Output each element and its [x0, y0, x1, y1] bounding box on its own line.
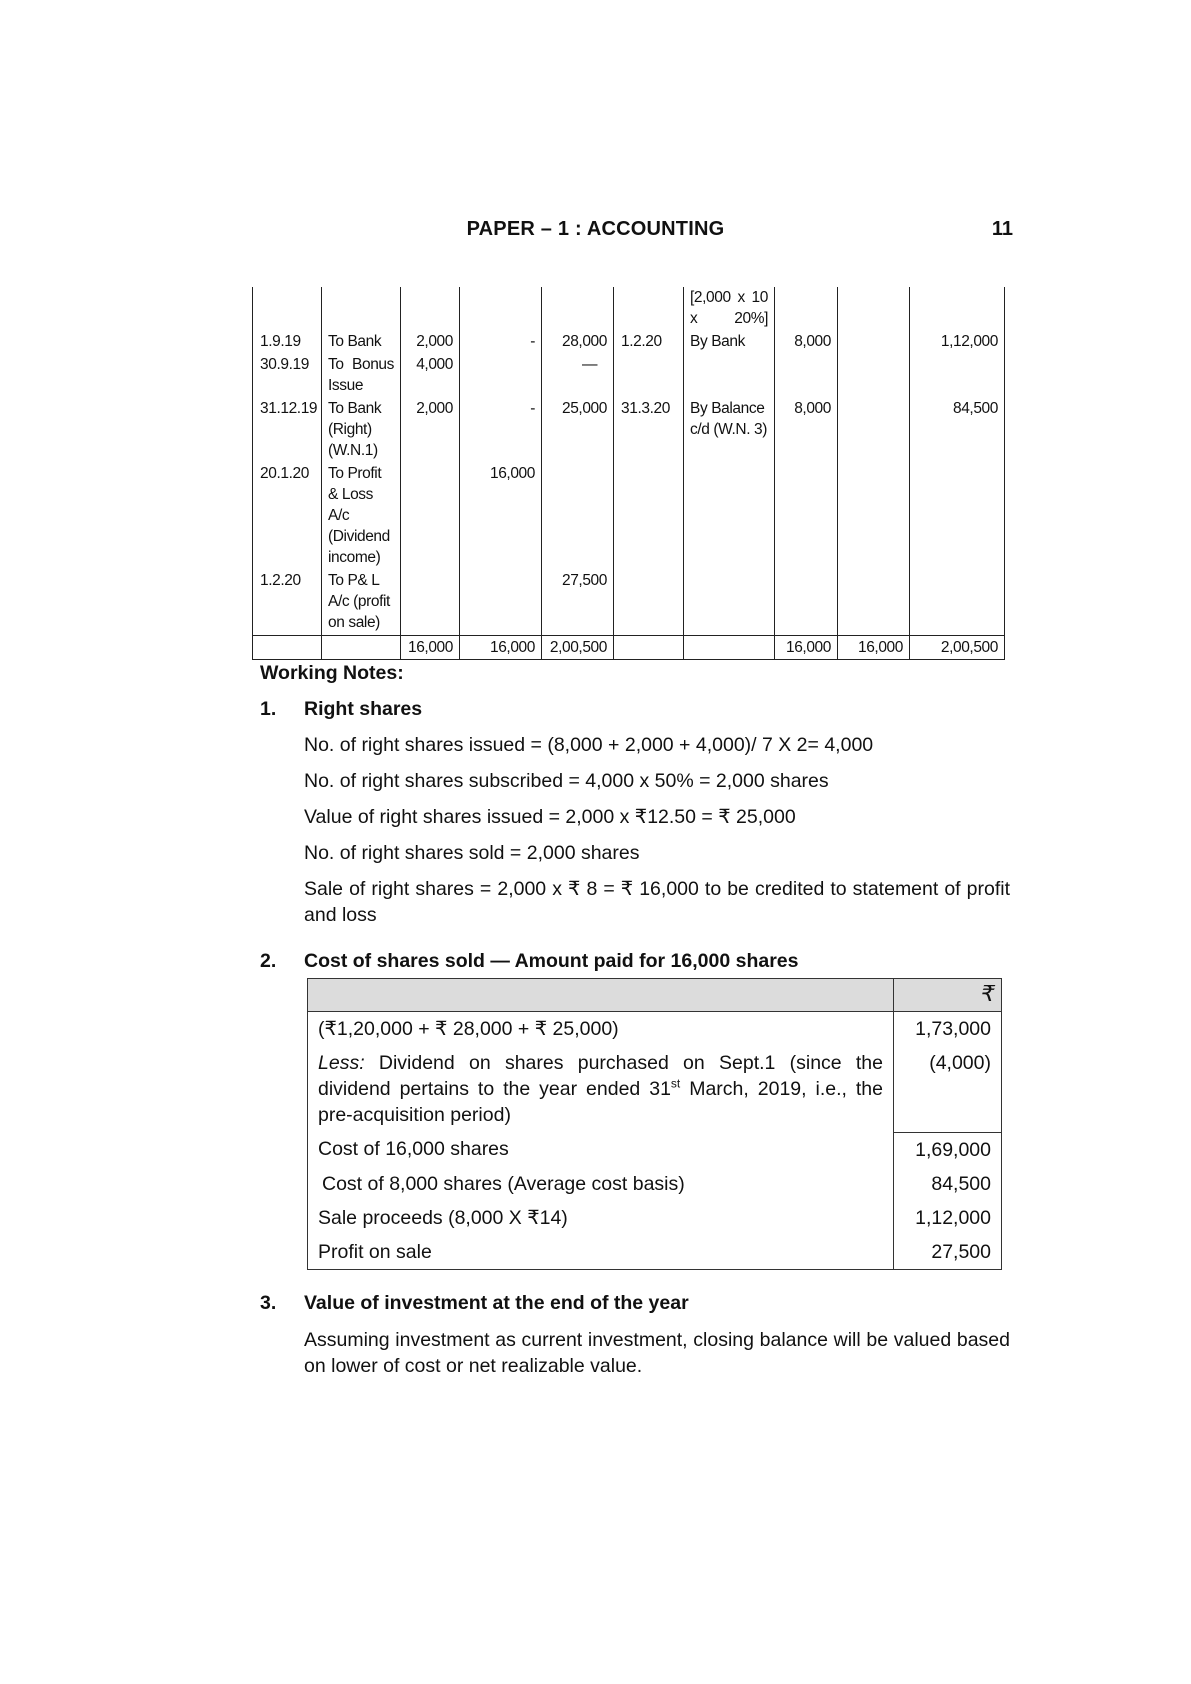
cost-header-blank	[308, 979, 894, 1012]
investment-ledger	[252, 287, 1004, 660]
dr-nominal-total: 16,000	[401, 636, 460, 660]
cr-nominal	[775, 287, 838, 331]
less-label: Less:	[318, 1052, 365, 1074]
ledger-totals-row	[253, 636, 1005, 660]
cr-cost	[910, 570, 1005, 636]
note-3-heading	[260, 1290, 689, 1316]
cost-row	[308, 1201, 1002, 1235]
dr-income	[460, 354, 542, 398]
cr-cost-total: 2,00,500	[910, 636, 1005, 660]
cr-cost	[910, 354, 1005, 398]
cr-cost	[910, 287, 1005, 331]
dr-income-total: 16,000	[460, 636, 542, 660]
dr-particulars: To Bank	[322, 331, 401, 354]
cr-nominal	[775, 570, 838, 636]
dr-cost	[542, 463, 614, 570]
dr-date: 1.2.20	[253, 570, 322, 636]
dr-cost: 27,500	[542, 570, 614, 636]
ledger-row	[253, 398, 1005, 463]
cr-particulars	[684, 570, 775, 636]
note-1-line: No. of right shares sold = 2,000 shares	[304, 842, 640, 864]
dr-particulars	[322, 287, 401, 331]
dr-income: 16,000	[460, 463, 542, 570]
less-text: Dividend on shares purchased on Sept.1 (since the dividend pertains to the year ended 31	[318, 1052, 883, 1100]
cost-row	[308, 1167, 1002, 1201]
cr-particulars	[684, 354, 775, 398]
cost-row-label: Cost of 16,000 shares	[308, 1132, 894, 1167]
note-2-title: Cost of shares sold — Amount paid for 16,000 shares	[304, 950, 799, 972]
cost-row	[308, 1132, 1002, 1167]
rupee-icon: ₹	[981, 981, 995, 1006]
cr-income	[838, 287, 910, 331]
paper-title: PAPER – 1 : ACCOUNTING	[466, 218, 725, 240]
tot-blank	[322, 636, 401, 660]
page-header	[0, 218, 1191, 244]
dr-nominal: 4,000	[401, 354, 460, 398]
cr-nominal	[775, 463, 838, 570]
note-1-number: 1.	[260, 698, 277, 720]
cost-row-label: (₹1,20,000 + ₹ 28,000 + ₹ 25,000)	[308, 1012, 894, 1047]
dr-particulars: To Bank (Right) (W.N.1)	[322, 398, 401, 463]
cr-date: 31.3.20	[614, 398, 684, 463]
dr-cost-total: 2,00,500	[542, 636, 614, 660]
ledger-table	[252, 287, 1005, 660]
cost-header-currency	[894, 979, 1002, 1012]
cr-income	[838, 463, 910, 570]
ledger-row	[253, 463, 1005, 570]
note-1-line: No. of right shares issued = (8,000 + 2,000 + 4,000)/ 7 X 2= 4,000	[304, 734, 874, 756]
ledger-row	[253, 570, 1005, 636]
tot-blank	[684, 636, 775, 660]
note-3-number: 3.	[260, 1292, 277, 1314]
dr-income: -	[460, 398, 542, 463]
dr-cost: —	[542, 354, 614, 398]
cr-date	[614, 570, 684, 636]
cr-particulars	[684, 463, 775, 570]
dr-cost: 28,000	[542, 331, 614, 354]
tot-blank	[253, 636, 322, 660]
dr-nominal	[401, 570, 460, 636]
ordinal-sup: st	[670, 1076, 681, 1091]
cr-income	[838, 570, 910, 636]
cr-nominal-total: 16,000	[775, 636, 838, 660]
ledger-row	[253, 354, 1005, 398]
ledger-row	[253, 331, 1005, 354]
note-1-line: Sale of right shares = 2,000 x ₹ 8 = ₹ 16,000 to be credited to statement of profit and loss	[304, 878, 1010, 926]
note-1-line: No. of right shares subscribed = 4,000 x 50% = 2,000 shares	[304, 770, 829, 792]
cr-income	[838, 331, 910, 354]
dr-particulars: To P& L A/c (profit on sale)	[322, 570, 401, 636]
cr-particulars: [2,000 x 10 x 20%]	[684, 287, 775, 331]
dr-particulars: To Bonus Issue	[322, 354, 401, 398]
less-text-end: March, 2019, i.e., the pre-acquisition period)	[318, 1078, 883, 1126]
cr-date: 1.2.20	[614, 331, 684, 354]
cost-row-amount: 84,500	[894, 1167, 1002, 1201]
cr-nominal	[775, 354, 838, 398]
cost-row-label: Profit on sale	[308, 1235, 894, 1270]
dr-nominal	[401, 287, 460, 331]
dr-income	[460, 287, 542, 331]
cost-row-label: Cost of 8,000 shares (Average cost basis)	[308, 1167, 894, 1201]
cr-cost: 1,12,000	[910, 331, 1005, 354]
ledger-row	[253, 287, 1005, 331]
dr-date: 20.1.20	[253, 463, 322, 570]
cr-cost: 84,500	[910, 398, 1005, 463]
dr-income: -	[460, 331, 542, 354]
note-2-heading	[260, 948, 799, 974]
cr-date	[614, 287, 684, 331]
cost-row-amount: 1,12,000	[894, 1201, 1002, 1235]
cost-row	[308, 1235, 1002, 1270]
cost-row-amount: 1,69,000	[894, 1132, 1002, 1167]
dr-cost: 25,000	[542, 398, 614, 463]
cost-row	[308, 1046, 1002, 1132]
dr-date	[253, 287, 322, 331]
dr-nominal: 2,000	[401, 331, 460, 354]
note-3-title: Value of investment at the end of the year	[304, 1292, 689, 1314]
cost-row-amount: 27,500	[894, 1235, 1002, 1270]
note-3-text: Assuming investment as current investment, closing balance will be valued based on lower of cost or net realizable value.	[304, 1329, 1010, 1377]
cost-row-amount: 1,73,000	[894, 1012, 1002, 1047]
dr-particulars: To Profit & Loss A/c (Dividend income)	[322, 463, 401, 570]
cr-date	[614, 463, 684, 570]
cost-row-label: Sale proceeds (8,000 X ₹14)	[308, 1201, 894, 1235]
dr-date: 31.12.19	[253, 398, 322, 463]
cost-of-shares-table-wrap	[307, 978, 1001, 1270]
cr-date	[614, 354, 684, 398]
dr-date: 30.9.19	[253, 354, 322, 398]
cost-row	[308, 1012, 1002, 1047]
note-1-title: Right shares	[304, 698, 423, 720]
note-2-number: 2.	[260, 950, 277, 972]
dr-date: 1.9.19	[253, 331, 322, 354]
cost-row-label	[308, 1046, 894, 1132]
cost-table-header	[308, 979, 1002, 1012]
note-1-heading	[260, 696, 422, 722]
cr-nominal: 8,000	[775, 398, 838, 463]
note-1-line: Value of right shares issued = 2,000 x ₹12.50 = ₹ 25,000	[304, 806, 796, 828]
dr-nominal	[401, 463, 460, 570]
working-notes-title: Working Notes:	[260, 662, 404, 684]
cr-income-total: 16,000	[838, 636, 910, 660]
cr-nominal: 8,000	[775, 331, 838, 354]
page-number: 11	[991, 218, 1013, 240]
cost-of-shares-table	[307, 978, 1002, 1270]
dr-cost	[542, 287, 614, 331]
cr-particulars: By Bank	[684, 331, 775, 354]
cr-income	[838, 398, 910, 463]
dr-income	[460, 570, 542, 636]
dr-nominal: 2,000	[401, 398, 460, 463]
cr-income	[838, 354, 910, 398]
cr-particulars: By Balance c/d (W.N. 3)	[684, 398, 775, 463]
cr-cost	[910, 463, 1005, 570]
tot-blank	[614, 636, 684, 660]
cost-row-amount: (4,000)	[894, 1046, 1002, 1132]
